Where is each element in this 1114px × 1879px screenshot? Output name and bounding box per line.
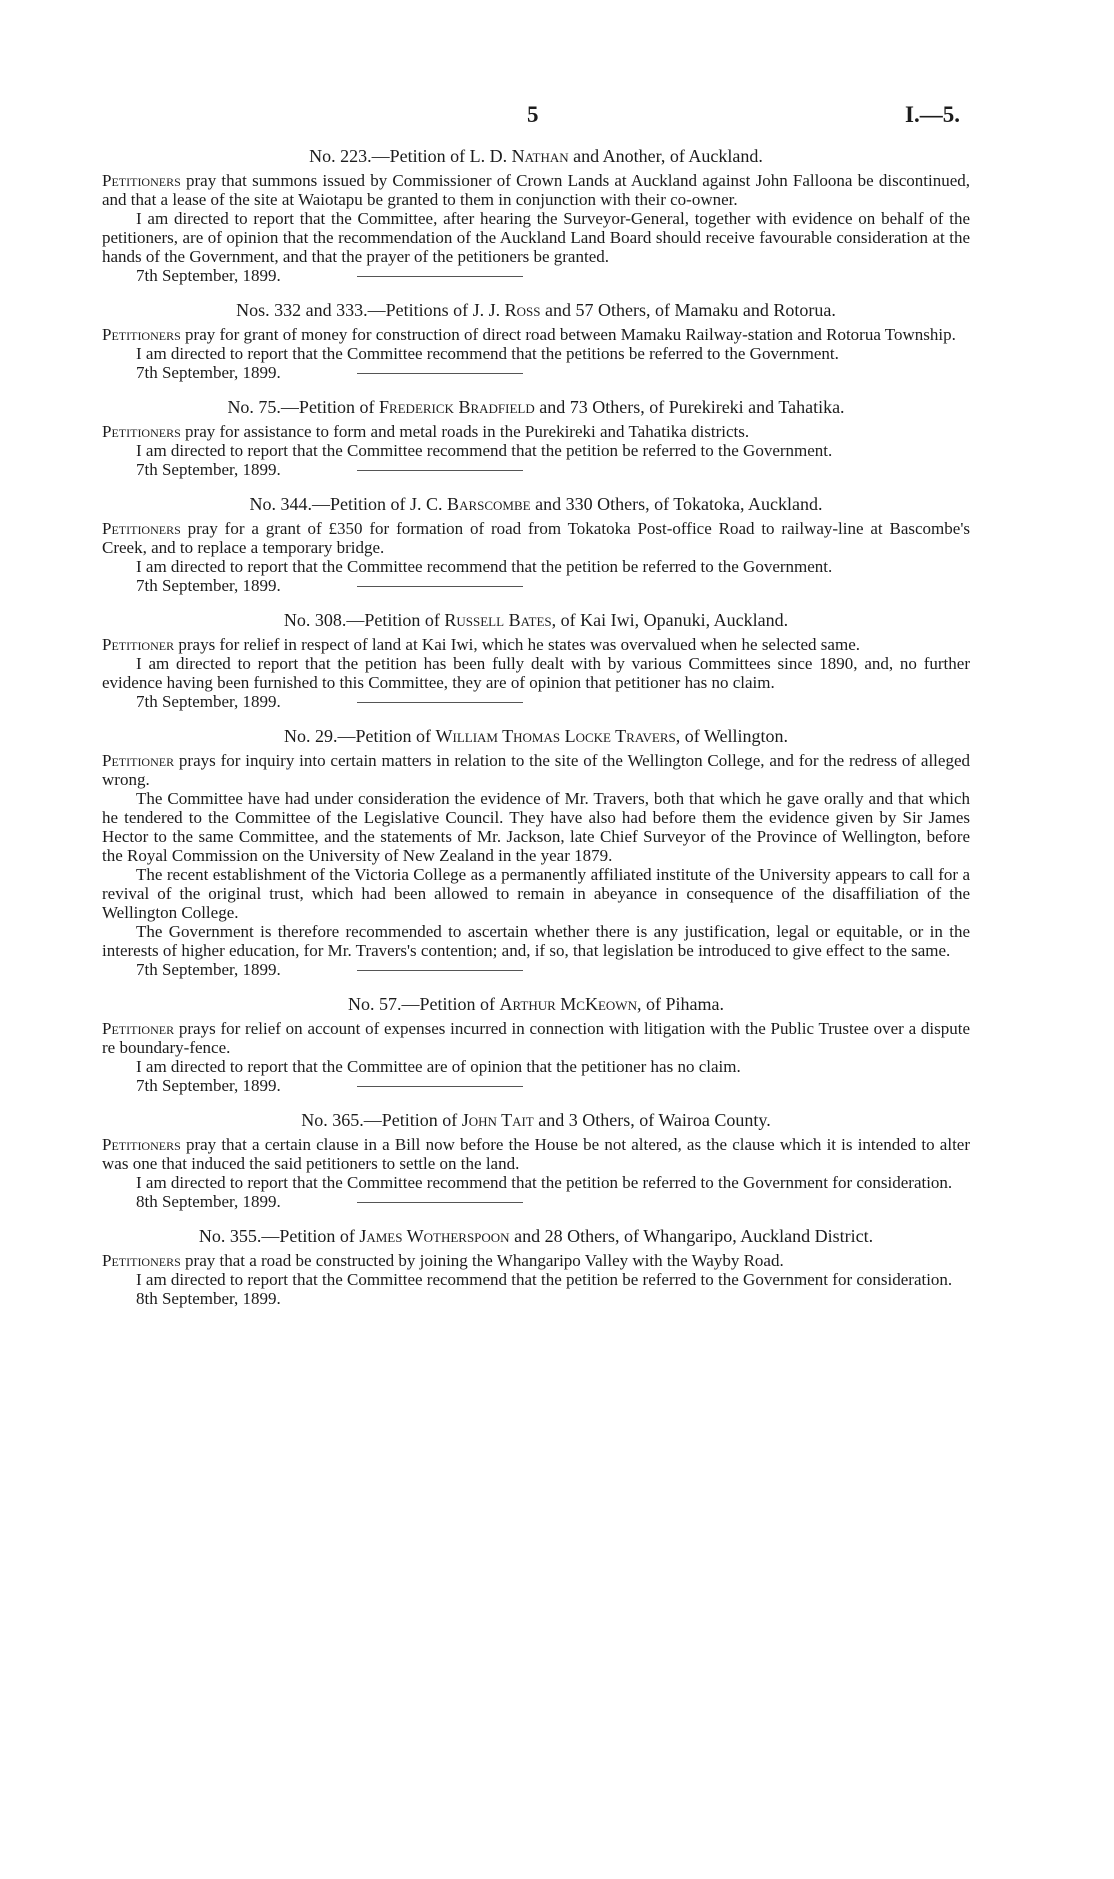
- committee-report: The Committee have had under consideration the evidence of Mr. Travers, both that which he gave orally and that which he tendered to the Committee of the Legislative Council. They have also had before them the evidence given by Sir James Hector to the same Committee, and the statements of Mr. Jackson, late Chief Surveyor of the Province of Wellington, before the Royal Commission on the University of New Zealand in the year 1879.: [102, 789, 970, 865]
- report-date-row: [102, 960, 970, 979]
- entry-spacer: [102, 1211, 970, 1226]
- petition-heading: [102, 726, 970, 746]
- section-divider: [357, 470, 523, 471]
- petition-number: No. 308.—Petition of: [283, 610, 445, 630]
- petitioner-name: John Tait: [461, 1110, 534, 1130]
- prayer-text: prays for inquiry into certain matters in relation to the site of the Wellington College, and for the redress of alleged wrong.: [102, 751, 970, 789]
- petition-heading: [102, 494, 970, 514]
- committee-report: The Government is therefore recommended to ascertain whether there is any justification, legal or equitable, or in the interests of higher education, for Mr. Travers's contention; and, if so, that legislation be introduced to give effect to the same.: [102, 922, 970, 960]
- committee-report: I am directed to report that the Committee, after hearing the Surveyor-General, together with evidence on behalf of the petitioners, are of opinion that the recommendation of the Auckland Land Board should receive favourable consideration at the hands of the Government, and that the prayer of the petitioners be granted.: [102, 209, 970, 266]
- report-date-row: [102, 1289, 970, 1308]
- petition-prayer: [102, 1019, 970, 1057]
- petitioner-name: Arthur McKeown: [499, 994, 637, 1014]
- report-date: 7th September, 1899.: [136, 460, 281, 479]
- prayer-lead: Petitioners: [102, 325, 181, 344]
- committee-report: I am directed to report that the Committee are of opinion that the petitioner has no claim.: [136, 1057, 741, 1076]
- petition-prayer: [102, 1251, 970, 1270]
- petition-number: No. 29.—Petition of: [284, 726, 436, 746]
- petition-prayer: [102, 171, 970, 209]
- entry-spacer: [102, 382, 970, 397]
- report-date-row: [102, 1192, 970, 1211]
- report-date: 7th September, 1899.: [136, 692, 281, 711]
- petitioner-name: Frederick Bradfield: [378, 397, 535, 417]
- prayer-text: pray that summons issued by Commissioner of Crown Lands at Auckland against John Falloona be discontinued, and that a lease of the site at Waiotapu be granted to them in conjunction with their co-owner.: [102, 171, 970, 209]
- prayer-lead: Petitioner: [102, 635, 175, 654]
- entry-spacer: [102, 595, 970, 610]
- committee-report: I am directed to report that the petition has been fully dealt with by various Committees since 1890, and, no further evidence having been furnished to this Committee, they are of opinion that petitioner has no claim.: [102, 654, 970, 692]
- petition-prayer: [102, 635, 970, 654]
- petition-entry: [102, 146, 970, 285]
- petition-entry: [102, 726, 970, 979]
- committee-report: The recent establishment of the Victoria College as a permanently affiliated institute of the University appears to call for a revival of the original trust, which had been allowed to remain in abeyance in consequence of the disaffiliation of the Wellington College.: [102, 865, 970, 922]
- prayer-lead: Petitioners: [102, 422, 181, 441]
- petition-heading: [102, 994, 970, 1014]
- petition-number: No. 75.—Petition of: [227, 397, 379, 417]
- report-date: 7th September, 1899.: [136, 576, 281, 595]
- petition-heading: [102, 1110, 970, 1130]
- petition-location: and Another, of Auckland.: [568, 146, 763, 166]
- report-date: 8th September, 1899.: [136, 1289, 281, 1308]
- report-date-row: [102, 576, 970, 595]
- section-divider: [357, 373, 523, 374]
- prayer-text: pray for grant of money for construction of direct road between Mamaku Railway-station and Rotorua Township.: [180, 325, 956, 344]
- section-divider: [357, 702, 523, 703]
- petition-location: and 3 Others, of Wairoa County.: [533, 1110, 771, 1130]
- prayer-lead: Petitioners: [102, 1135, 181, 1154]
- entry-spacer: [102, 979, 970, 994]
- report-date: 7th September, 1899.: [136, 960, 281, 979]
- petition-list: [102, 146, 970, 1308]
- prayer-lead: Petitioner: [102, 751, 175, 770]
- petition-prayer: [102, 519, 970, 557]
- prayer-text: prays for relief in respect of land at Kai Iwi, which he states was overvalued when he selected same.: [174, 635, 860, 654]
- petition-location: and 28 Others, of Whangaripo, Auckland District.: [509, 1226, 874, 1246]
- report-date-row: [102, 363, 970, 382]
- petition-location: , of Wellington.: [675, 726, 788, 746]
- prayer-text: pray that a road be constructed by joining the Whangaripo Valley with the Wayby Road.: [180, 1251, 784, 1270]
- report-date-row: [102, 266, 970, 285]
- report-date-row: [102, 1076, 970, 1095]
- committee-report: I am directed to report that the Committee recommend that the petition be referred to the Government for consideration.: [136, 1173, 953, 1192]
- report-date-row: [102, 692, 970, 711]
- petition-location: , of Kai Iwi, Opanuki, Auckland.: [551, 610, 789, 630]
- petition-entry: [102, 397, 970, 479]
- page-reference: I.—5.: [905, 102, 960, 127]
- petition-prayer: [102, 325, 970, 344]
- committee-report: I am directed to report that the Committee recommend that the petition be referred to the Government for consideration.: [136, 1270, 953, 1289]
- committee-report: I am directed to report that the Committee recommend that the petitions be referred to the Government.: [136, 344, 839, 363]
- prayer-lead: Petitioners: [102, 171, 181, 190]
- petitioner-name: L. D. Nathan: [469, 146, 569, 166]
- petition-location: and 330 Others, of Tokatoka, Auckland.: [530, 494, 823, 514]
- petition-prayer: [102, 751, 970, 789]
- prayer-text: pray that a certain clause in a Bill now before the House be not altered, as the clause which it is intended to alter was one that induced the said petitioners to settle on the land.: [102, 1135, 970, 1173]
- committee-report: I am directed to report that the Committee recommend that the petition be referred to the Government.: [136, 557, 833, 576]
- petition-entry: [102, 610, 970, 711]
- petition-number: No. 355.—Petition of: [198, 1226, 360, 1246]
- petition-entry: [102, 300, 970, 382]
- page-number: 5: [527, 102, 539, 127]
- committee-report: I am directed to report that the Committee recommend that the petition be referred to the Government.: [136, 441, 833, 460]
- report-date: 7th September, 1899.: [136, 363, 281, 382]
- petition-location: and 73 Others, of Purekireki and Tahatika.: [534, 397, 845, 417]
- prayer-lead: Petitioner: [102, 1019, 175, 1038]
- petition-entry: [102, 494, 970, 595]
- petition-location: , of Pihama.: [636, 994, 724, 1014]
- prayer-text: prays for relief on account of expenses incurred in connection with litigation with the Public Trustee over a dispute re boundary-fence.: [102, 1019, 970, 1057]
- petition-entry: [102, 1110, 970, 1211]
- prayer-text: pray for assistance to form and metal roads in the Purekireki and Tahatika districts.: [180, 422, 750, 441]
- petitioner-name: J. J. Ross: [472, 300, 541, 320]
- report-date: 7th September, 1899.: [136, 266, 281, 285]
- entry-spacer: [102, 285, 970, 300]
- petition-number: No. 57.—Petition of: [348, 994, 500, 1014]
- petition-heading: [102, 300, 970, 320]
- report-date: 7th September, 1899.: [136, 1076, 281, 1095]
- report-date: 8th September, 1899.: [136, 1192, 281, 1211]
- entry-spacer: [102, 1095, 970, 1110]
- petition-prayer: [102, 422, 970, 441]
- petition-number: No. 344.—Petition of: [249, 494, 411, 514]
- report-date-row: [102, 460, 970, 479]
- petition-location: and 57 Others, of Mamaku and Rotorua.: [540, 300, 836, 320]
- petition-number: No. 365.—Petition of: [301, 1110, 462, 1130]
- petition-heading: [102, 610, 970, 630]
- section-divider: [357, 970, 523, 971]
- petition-entry: [102, 1226, 970, 1308]
- prayer-lead: Petitioners: [102, 1251, 181, 1270]
- section-divider: [357, 1202, 523, 1203]
- petition-heading: [102, 397, 970, 417]
- petition-number: Nos. 332 and 333.—Petitions of: [236, 300, 473, 320]
- prayer-lead: Petitioners: [102, 519, 181, 538]
- entry-spacer: [102, 711, 970, 726]
- petition-heading: [102, 1226, 970, 1246]
- petitioner-name: William Thomas Locke Travers: [435, 726, 676, 746]
- section-divider: [357, 586, 523, 587]
- section-divider: [357, 1086, 523, 1087]
- entry-spacer: [102, 479, 970, 494]
- petition-entry: [102, 994, 970, 1095]
- petition-number: No. 223.—Petition of: [309, 146, 470, 166]
- petitioner-name: Russell Bates: [444, 610, 552, 630]
- petitioner-name: James Wotherspoon: [359, 1226, 510, 1246]
- prayer-text: pray for a grant of £350 for formation of road from Tokatoka Post-office Road to railway-line at Bascombe's Creek, and to replace a temporary bridge.: [102, 519, 970, 557]
- petition-prayer: [102, 1135, 970, 1173]
- petition-heading: [102, 146, 970, 166]
- section-divider: [357, 276, 523, 277]
- petitioner-name: J. C. Barscombe: [410, 494, 531, 514]
